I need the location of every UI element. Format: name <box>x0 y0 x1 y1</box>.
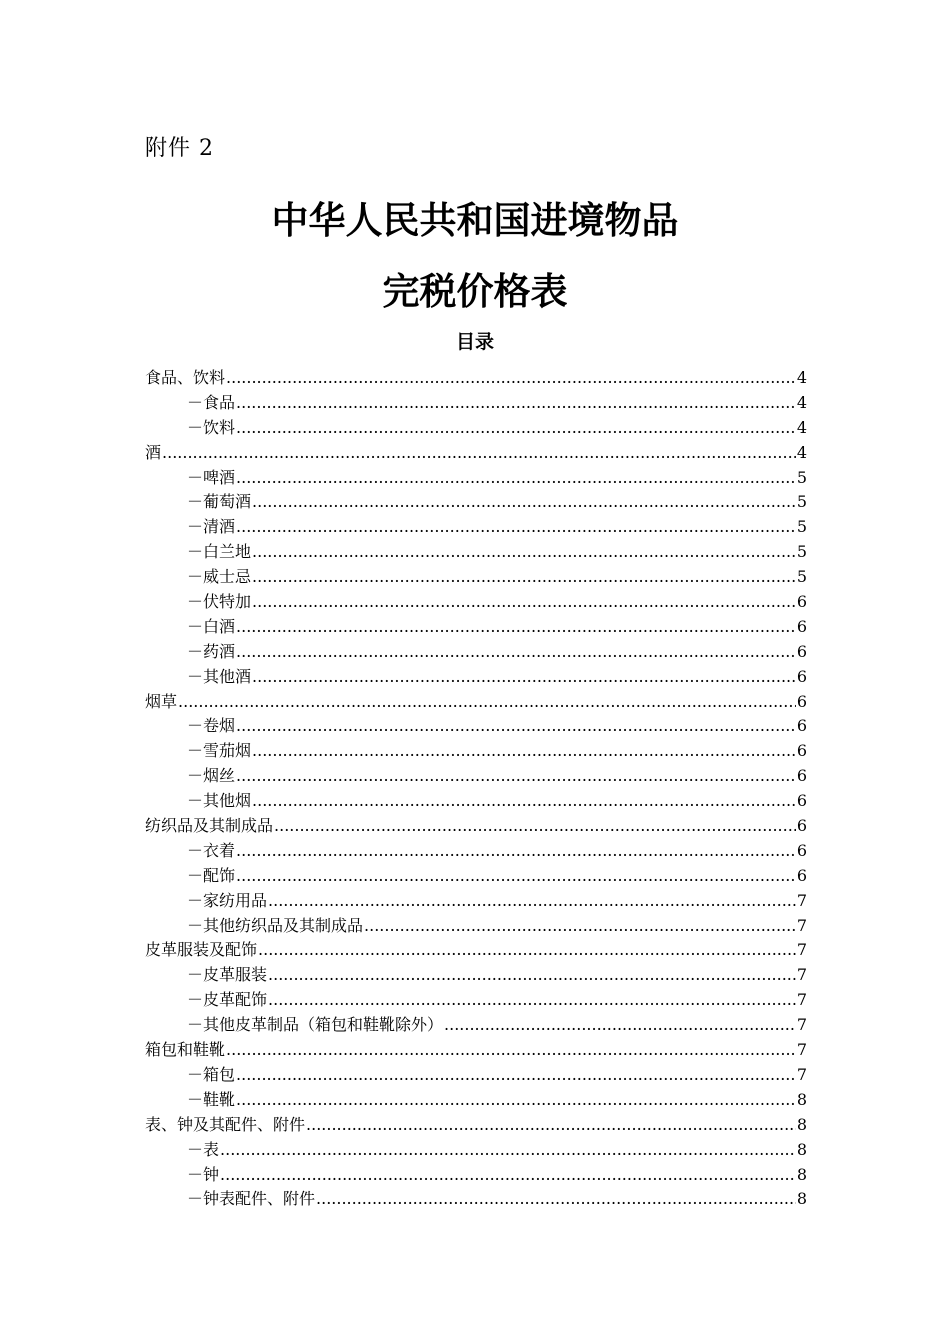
toc-leader-dots <box>252 565 796 590</box>
toc-entry-page-number: 4 <box>796 442 807 462</box>
toc-entry[interactable] <box>145 1113 807 1138</box>
toc-entry[interactable] <box>145 988 807 1013</box>
toc-leader-dots <box>236 515 796 540</box>
attachment-label: 附件 2 <box>145 136 214 161</box>
toc-leader-dots <box>252 540 796 565</box>
toc-entry[interactable] <box>145 1187 807 1212</box>
toc-entry-page-number: 6 <box>796 741 807 761</box>
toc-entry-page-number: 8 <box>796 1164 807 1184</box>
toc-leader-dots <box>236 714 796 739</box>
toc-entry-label: －衣着 <box>187 840 236 860</box>
toc-entry-label: －药酒 <box>187 641 236 661</box>
toc-entry[interactable] <box>145 590 807 615</box>
toc-entry-page-number: 6 <box>796 641 807 661</box>
document-title-line-1: 中华人民共和国进境物品 <box>271 199 679 242</box>
toc-entry-label: －其他烟 <box>187 791 252 811</box>
toc-leader-dots <box>252 490 796 515</box>
document-title-line-2: 完税价格表 <box>382 270 568 313</box>
toc-entry[interactable] <box>145 665 807 690</box>
toc-entry-page-number: 6 <box>796 716 807 736</box>
toc-entry-page-number: 6 <box>796 816 807 836</box>
toc-entry[interactable] <box>145 714 807 739</box>
toc-entry[interactable] <box>145 515 807 540</box>
toc-entry[interactable] <box>145 889 807 914</box>
toc-entry-label: －鞋靴 <box>187 1089 236 1109</box>
toc-leader-dots <box>444 1013 796 1038</box>
toc-entry[interactable] <box>145 764 807 789</box>
toc-leader-dots <box>268 889 796 914</box>
toc-leader-dots <box>162 441 796 466</box>
toc-entry-page-number: 7 <box>796 915 807 935</box>
toc-leader-dots <box>252 789 796 814</box>
toc-entry-label: －其他纺织品及其制成品 <box>187 915 364 935</box>
toc-heading: 目录 <box>455 331 494 353</box>
toc-entry-label: －啤酒 <box>187 467 236 487</box>
toc-entry[interactable] <box>145 914 807 939</box>
table-of-contents <box>145 366 807 1212</box>
toc-entry[interactable] <box>145 391 807 416</box>
toc-leader-dots <box>268 963 796 988</box>
toc-entry-label: －表 <box>187 1139 220 1159</box>
toc-entry-label: －钟 <box>187 1164 220 1184</box>
toc-leader-dots <box>364 914 796 939</box>
toc-entry[interactable] <box>145 1088 807 1113</box>
toc-leader-dots <box>236 640 796 665</box>
toc-entry[interactable] <box>145 739 807 764</box>
toc-entry-page-number: 8 <box>796 1089 807 1109</box>
toc-entry-label: 皮革服装及配饰 <box>145 940 258 960</box>
toc-entry-page-number: 8 <box>796 1189 807 1209</box>
toc-leader-dots <box>252 590 796 615</box>
toc-entry[interactable] <box>145 938 807 963</box>
toc-leader-dots <box>178 690 796 715</box>
toc-entry-page-number: 7 <box>796 890 807 910</box>
toc-leader-dots <box>236 1063 796 1088</box>
toc-entry-label: 表、钟及其配件、附件 <box>145 1114 306 1134</box>
toc-entry-page-number: 5 <box>796 542 807 562</box>
toc-entry-page-number: 5 <box>796 492 807 512</box>
toc-leader-dots <box>258 938 796 963</box>
toc-entry-label: －白酒 <box>187 616 236 636</box>
toc-entry-page-number: 6 <box>796 592 807 612</box>
toc-entry[interactable] <box>145 441 807 466</box>
toc-leader-dots <box>252 739 796 764</box>
toc-leader-dots <box>226 1038 796 1063</box>
toc-leader-dots <box>236 864 796 889</box>
toc-entry[interactable] <box>145 416 807 441</box>
toc-entry[interactable] <box>145 615 807 640</box>
toc-entry-page-number: 8 <box>796 1139 807 1159</box>
toc-leader-dots <box>252 665 796 690</box>
toc-entry-label: －配饰 <box>187 865 236 885</box>
toc-entry[interactable] <box>145 640 807 665</box>
toc-leader-dots <box>316 1187 796 1212</box>
toc-entry-page-number: 7 <box>796 940 807 960</box>
toc-entry-page-number: 7 <box>796 1015 807 1035</box>
toc-entry[interactable] <box>145 690 807 715</box>
toc-entry[interactable] <box>145 1038 807 1063</box>
toc-leader-dots <box>220 1163 796 1188</box>
toc-leader-dots <box>236 391 796 416</box>
toc-entry-page-number: 8 <box>796 1114 807 1134</box>
toc-leader-dots <box>268 988 796 1013</box>
toc-entry-page-number: 4 <box>796 368 807 387</box>
toc-leader-dots <box>236 1088 796 1113</box>
toc-entry[interactable] <box>145 1063 807 1088</box>
toc-entry-label: －卷烟 <box>187 716 236 736</box>
toc-entry[interactable] <box>145 839 807 864</box>
toc-entry-page-number: 6 <box>796 840 807 860</box>
toc-entry-label: －雪茄烟 <box>187 741 252 761</box>
toc-entry-label: －其他酒 <box>187 666 252 686</box>
toc-entry[interactable] <box>145 1138 807 1163</box>
toc-leader-dots <box>236 764 796 789</box>
toc-entry-page-number: 7 <box>796 1040 807 1060</box>
toc-entry-label: －威士忌 <box>187 567 252 587</box>
toc-entry-label: －烟丝 <box>187 766 236 786</box>
toc-entry-page-number: 7 <box>796 965 807 985</box>
toc-entry-page-number: 6 <box>796 766 807 786</box>
toc-entry-page-number: 6 <box>796 616 807 636</box>
toc-entry-label: －白兰地 <box>187 542 252 562</box>
toc-entry-label: －伏特加 <box>187 592 252 612</box>
toc-entry-page-number: 6 <box>796 791 807 811</box>
toc-entry-label: 箱包和鞋靴 <box>145 1040 226 1060</box>
toc-entry-label: －家纺用品 <box>187 890 268 910</box>
toc-entry-label: －钟表配件、附件 <box>187 1189 316 1209</box>
toc-entry-page-number: 5 <box>796 567 807 587</box>
toc-leader-dots <box>236 615 796 640</box>
toc-entry-label: 食品、饮料 <box>145 368 226 387</box>
toc-entry-page-number: 4 <box>796 392 807 412</box>
toc-entry-label: －饮料 <box>187 417 236 437</box>
toc-entry-label: 纺织品及其制成品 <box>145 816 274 836</box>
toc-entry-page-number: 7 <box>796 1064 807 1084</box>
toc-entry[interactable] <box>145 466 807 491</box>
toc-entry[interactable] <box>145 1013 807 1038</box>
toc-entry-label: －其他皮革制品（箱包和鞋靴除外） <box>187 1015 444 1035</box>
toc-entry-page-number: 6 <box>796 666 807 686</box>
toc-entry-label: －皮革配饰 <box>187 990 268 1010</box>
toc-entry[interactable] <box>145 864 807 889</box>
toc-entry-label: 酒 <box>145 442 162 462</box>
toc-entry[interactable] <box>145 814 807 839</box>
toc-leader-dots <box>274 814 796 839</box>
toc-leader-dots <box>226 366 796 391</box>
toc-entry-page-number: 5 <box>796 467 807 487</box>
toc-entry[interactable] <box>145 1163 807 1188</box>
toc-entry[interactable] <box>145 963 807 988</box>
toc-entry-page-number: 6 <box>796 691 807 711</box>
toc-leader-dots <box>220 1138 796 1163</box>
toc-entry-page-number: 7 <box>796 990 807 1010</box>
toc-entry-label: 烟草 <box>145 691 178 711</box>
toc-entry-label: －皮革服装 <box>187 965 268 985</box>
toc-leader-dots <box>236 416 796 441</box>
toc-entry-page-number: 6 <box>796 865 807 885</box>
toc-entry-page-number: 4 <box>796 417 807 437</box>
toc-entry-label: －葡萄酒 <box>187 492 252 512</box>
toc-leader-dots <box>236 466 796 491</box>
toc-entry-page-number: 5 <box>796 517 807 537</box>
toc-entry[interactable] <box>145 565 807 590</box>
toc-entry-label: －食品 <box>187 392 236 412</box>
toc-entry[interactable] <box>145 366 807 391</box>
toc-leader-dots <box>306 1113 796 1138</box>
toc-entry-label: －箱包 <box>187 1064 236 1084</box>
toc-entry[interactable] <box>145 540 807 565</box>
toc-entry-label: －清酒 <box>187 517 236 537</box>
toc-entry[interactable] <box>145 789 807 814</box>
toc-entry[interactable] <box>145 490 807 515</box>
toc-leader-dots <box>236 839 796 864</box>
